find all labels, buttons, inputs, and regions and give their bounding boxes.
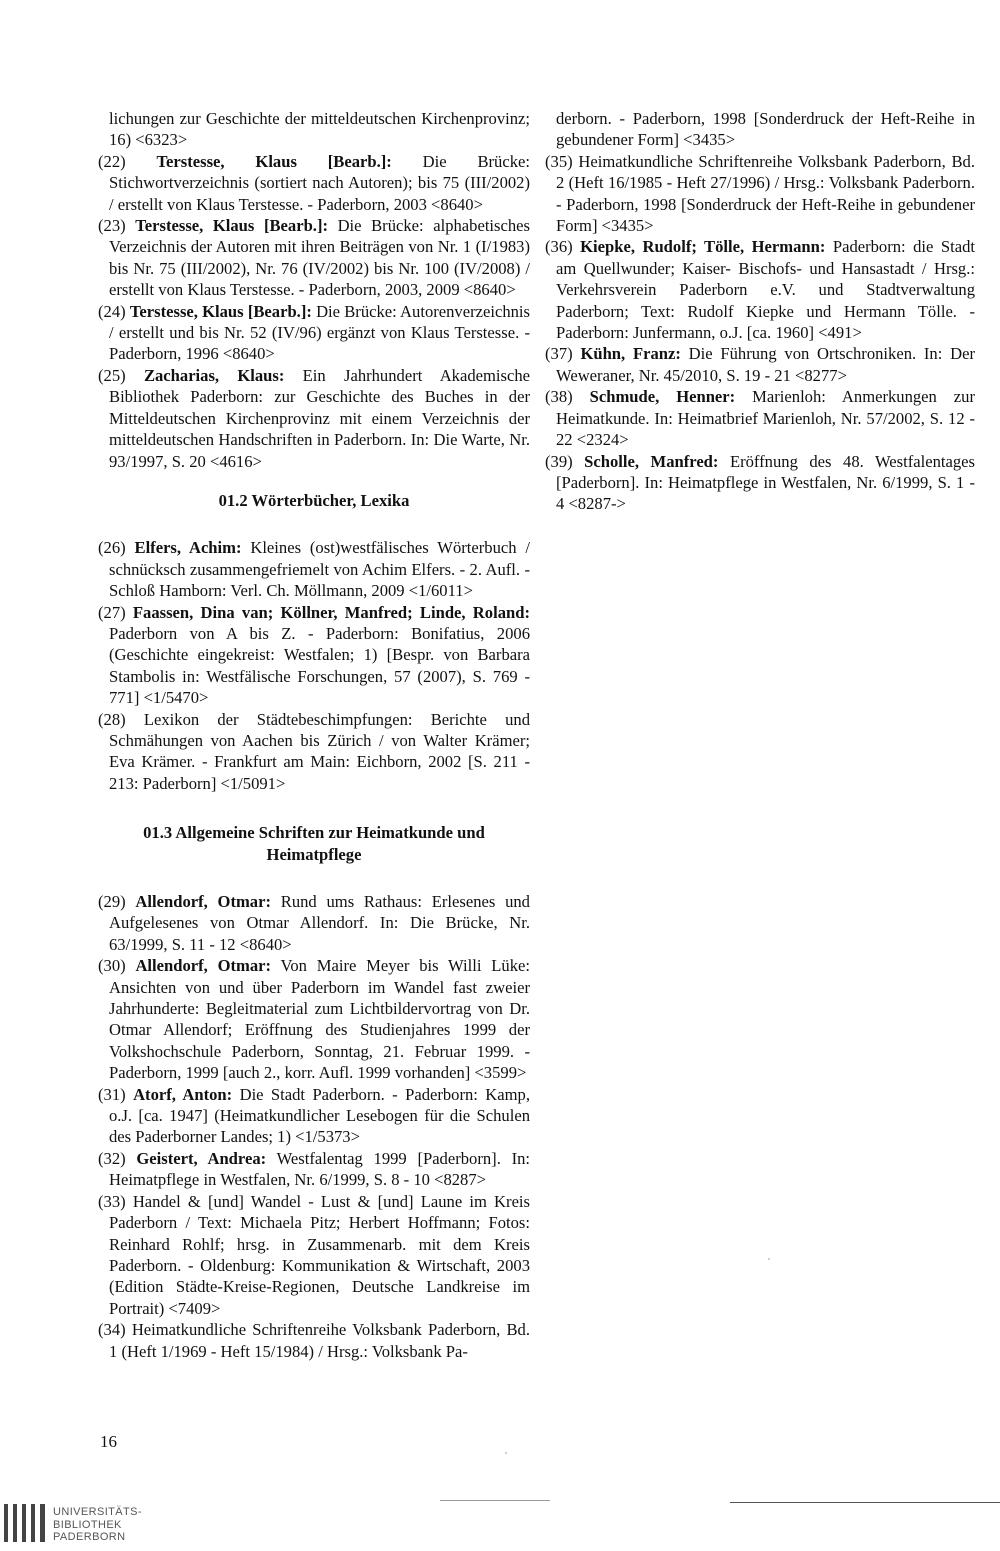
bibliography-entry: [98, 1191, 530, 1319]
entry-text: Die Brücke: alphabetisches Verzeichnis der Autoren mit ihren Beiträgen von Nr. 1 (I/1983) bis Nr. 75 (III/2002), Nr. 76 (IV/2002) bis Nr. 100 (IV/2008) / erstellt von Klaus Terstesse. - Paderborn, 2003, 2009 <8640>: [109, 216, 530, 300]
continuation-text: derborn. - Paderborn, 1998 [Sonderdruck der Heft-Reihe in gebundener Form] <3435>: [556, 109, 975, 150]
entry-number: (38): [545, 387, 573, 407]
library-logo-line1: UNIVERSITÄTS-: [53, 1506, 142, 1518]
bibliography-entry: [545, 451, 975, 515]
entry-text: Heimatkundliche Schriftenreihe Volksbank Paderborn, Bd. 1 (Heft 1/1969 - Heft 15/1984) / Hrsg.: Volksbank Pa-: [109, 1320, 530, 1361]
entry-number: (23): [98, 216, 126, 236]
entry-number: (37): [545, 344, 573, 364]
scan-edge-line: [440, 1500, 550, 1501]
entry-author: Terstesse, Klaus [Bearb.]:: [135, 216, 328, 236]
entry-author: Faassen, Dina van; Köllner, Manfred; Linde, Roland:: [132, 602, 530, 622]
entry-number: (27): [98, 602, 126, 622]
section-heading-01-2: 01.2 Wörterbücher, Lexika: [218, 490, 410, 510]
continuation-text: lichungen zur Geschichte der mitteldeutschen Kirchenprovinz; 16) <6323>: [109, 109, 530, 150]
entry-text: Die Brücke: Autorenverzeichnis / erstellt und bis Nr. 52 (IV/96) ergänzt von Klaus Terstesse. - Paderborn, 1996 <8640>: [109, 301, 530, 364]
bibliography-entry: [545, 236, 975, 343]
entry-text: Marienloh: Anmerkungen zur Heimatkunde. In: Heimatbrief Marienloh, Nr. 57/2002, S. 12 - 22 <2324>: [556, 387, 975, 450]
page-number: 16: [100, 1432, 117, 1451]
section-heading-01-3: [98, 822, 530, 865]
entry-author: Geistert, Andrea:: [136, 1148, 267, 1168]
library-logo-line2: BIBLIOTHEK: [53, 1518, 122, 1531]
entry-author: Scholle, Manfred:: [584, 451, 719, 471]
entry-author: Terstesse, Klaus [Bearb.]:: [156, 151, 392, 171]
bibliography-entry: [98, 955, 530, 1083]
bibliography-entry: [98, 709, 530, 795]
entry-author: Zacharias, Klaus:: [143, 365, 285, 385]
entry-number: (34): [98, 1320, 126, 1340]
entry-text: Paderborn von A bis Z. - Paderborn: Bonifatius, 2006 (Geschichte eingekreist: Westfalen; 1) [Bespr. von Barbara Stambolis in: Westfälische Forschungen, 57 (2007), S. 769 - 771] <1/5470>: [109, 623, 530, 708]
bibliography-entry: [98, 151, 530, 215]
section-heading-01-3-line1: 01.3 Allgemeine Schriften zur Heimatkunde und: [143, 823, 485, 843]
bibliography-entry: [98, 215, 530, 301]
entry-author: Terstesse, Klaus [Bearb.]:: [129, 301, 312, 321]
bibliography-entry: [98, 365, 530, 472]
entry-text: Die Stadt Paderborn. - Paderborn: Kamp, o.J. [ca. 1947] (Heimatkundlicher Lesebogen für die Schulen des Paderborner Landes; 1) <1/5373>: [109, 1084, 531, 1147]
entry-number: (30): [98, 956, 126, 976]
entry-text: Heimatkundliche Schriftenreihe Volksbank Paderborn, Bd. 2 (Heft 16/1985 - Heft 27/1996) / Hrsg.: Volksbank Paderborn. - Paderborn, 1998 [Sonderdruck der Heft-Reihe in gebundener Form] <3435>: [556, 151, 975, 236]
library-logo: [0, 1498, 160, 1551]
entry-text: Eröffnung des 48. Westfalentages [Paderborn]. In: Heimatpflege in Westfalen, Nr. 6/1999, S. 1 - 4 <8287->: [556, 451, 975, 514]
entry-number: (31): [98, 1084, 126, 1104]
entry-author: Atorf, Anton:: [133, 1084, 233, 1104]
entry-list-section-01-3: [98, 891, 530, 1362]
bibliography-entry: [98, 537, 530, 601]
entry-number: (26): [98, 538, 126, 558]
entry-number: (22): [98, 151, 126, 171]
entry-text: Die Brücke: Stichwortverzeichnis (sortiert nach Autoren); bis 75 (III/2002) / erstellt von Klaus Terstesse. - Paderborn, 2003 <8640>: [109, 151, 530, 214]
entry-author: Allendorf, Otmar:: [135, 892, 271, 911]
scan-edge-line: [730, 1502, 1000, 1503]
entry-number: (33): [98, 1191, 126, 1211]
entry-number: (32): [98, 1148, 126, 1168]
entry-number: (36): [545, 237, 573, 257]
entry-text: Ein Jahrhundert Akademische Bibliothek Paderborn: zur Geschichte des Buches in der Mitteldeutschen Kirchenprovinz mit einem Verzeichnis der mitteldeutschen Handschriften in Paderborn. In: Die Warte, Nr. 93/1997, S. 20 <4616>: [109, 365, 531, 471]
bibliography-entry: [545, 151, 975, 237]
entry-number: (35): [545, 151, 573, 171]
scan-speck: [768, 1258, 770, 1260]
bibliography-entry: [98, 602, 530, 709]
entry-number: (28): [98, 709, 126, 729]
bibliography-entry: [545, 343, 975, 386]
bibliography-entry: [98, 1148, 530, 1191]
entry-text: Kleines (ost)westfälisches Wörterbuch / schnücksch zusammengefriemelt von Achim Elfers. - 2. Aufl. - Schloß Hamborn: Verl. Ch. Möllmann, 2009 <1/6011>: [109, 538, 530, 601]
entry-author: Kühn, Franz:: [580, 344, 681, 364]
entry-list-section-01-2: [98, 537, 530, 794]
entry-text: Die Führung von Ortschroniken. In: Der Weweraner, Nr. 45/2010, S. 19 - 21 <8277>: [556, 344, 975, 385]
right-column: [545, 108, 975, 515]
entry-text: Paderborn: die Stadt am Quellwunder; Kaiser- Bischofs- und Hansastadt / Hrsg.: Verkehrsverein Paderborn e.V. und Stadtverwaltung Paderborn; Text: Rudolf Kiepke und Hermann Tölle. - Paderborn: Junfermann, o.J. [ca. 1960] <491>: [556, 237, 975, 343]
library-logo-line3: PADERBORN: [53, 1531, 126, 1544]
entry-author: Elfers, Achim:: [134, 538, 242, 558]
entry-text: Westfalentag 1999 [Paderborn]. In: Heimatpflege in Westfalen, Nr. 6/1999, S. 8 - 10 <8287>: [109, 1148, 530, 1190]
entry-text: Rund ums Rathaus: Erlesenes und Aufgelesenes von Otmar Allendorf. In: Die Brücke, Nr. 63/1999, S. 11 - 12 <8640>: [109, 892, 530, 954]
entry-text: Handel & [und] Wandel - Lust & [und] Laune im Kreis Paderborn / Text: Michaela Pitz; Herbert Hoffmann; Fotos: Reinhard Rohlf; hrsg. in Zusammenarb. mit dem Kreis Paderborn. - Oldenburg: Kommunikation & Wirtschaft, 2003 (Edition Städte-Kreise-Regionen, Deutsche Landkreise im Portrait) <7409>: [109, 1191, 530, 1318]
section-heading-01-3-line2: Heimatpflege: [266, 844, 362, 864]
entry-number: (39): [545, 451, 573, 471]
entry-text: Von Maire Meyer bis Willi Lüke: Ansichten von und über Paderborn im Wandel fast zweier Jahrhunderte: Begleitmaterial zum Lichtbildervortrag von Dr. Otmar Allendorf; Eröffnung des Studienjahres 1999 der Volkshochschule Paderborn, Sonntag, 21. Februar 1999. - Paderborn, 1999 [auch 2., korr. Aufl. 1999 vorhanden] <3599>: [109, 956, 530, 1083]
left-column: [98, 108, 530, 1362]
bibliography-entry: [98, 1084, 530, 1148]
entry-number: (29): [98, 892, 126, 911]
bibliography-entry: [98, 301, 530, 365]
scan-speck: [505, 1452, 507, 1454]
entry-text: Lexikon der Städtebeschimpfungen: Berichte und Schmähungen von Aachen bis Zürich / von Walter Krämer; Eva Krämer. - Frankfurt am Main: Eichborn, 2002 [S. 211 - 213: Paderborn] <1/5091>: [109, 709, 530, 793]
bibliography-entry: [98, 891, 530, 955]
entry-number: (25): [98, 365, 126, 385]
entry-author: Allendorf, Otmar:: [135, 956, 272, 976]
entry-author: Schmude, Henner:: [589, 387, 736, 407]
library-logo-text: [53, 1506, 142, 1544]
entry-author: Kiepke, Rudolf; Tölle, Hermann:: [580, 237, 826, 257]
bibliography-entry: [98, 1319, 530, 1362]
entry-number: (24): [98, 301, 126, 321]
bibliography-entry: [545, 386, 975, 450]
entry-list-section-01-1: [98, 151, 530, 472]
